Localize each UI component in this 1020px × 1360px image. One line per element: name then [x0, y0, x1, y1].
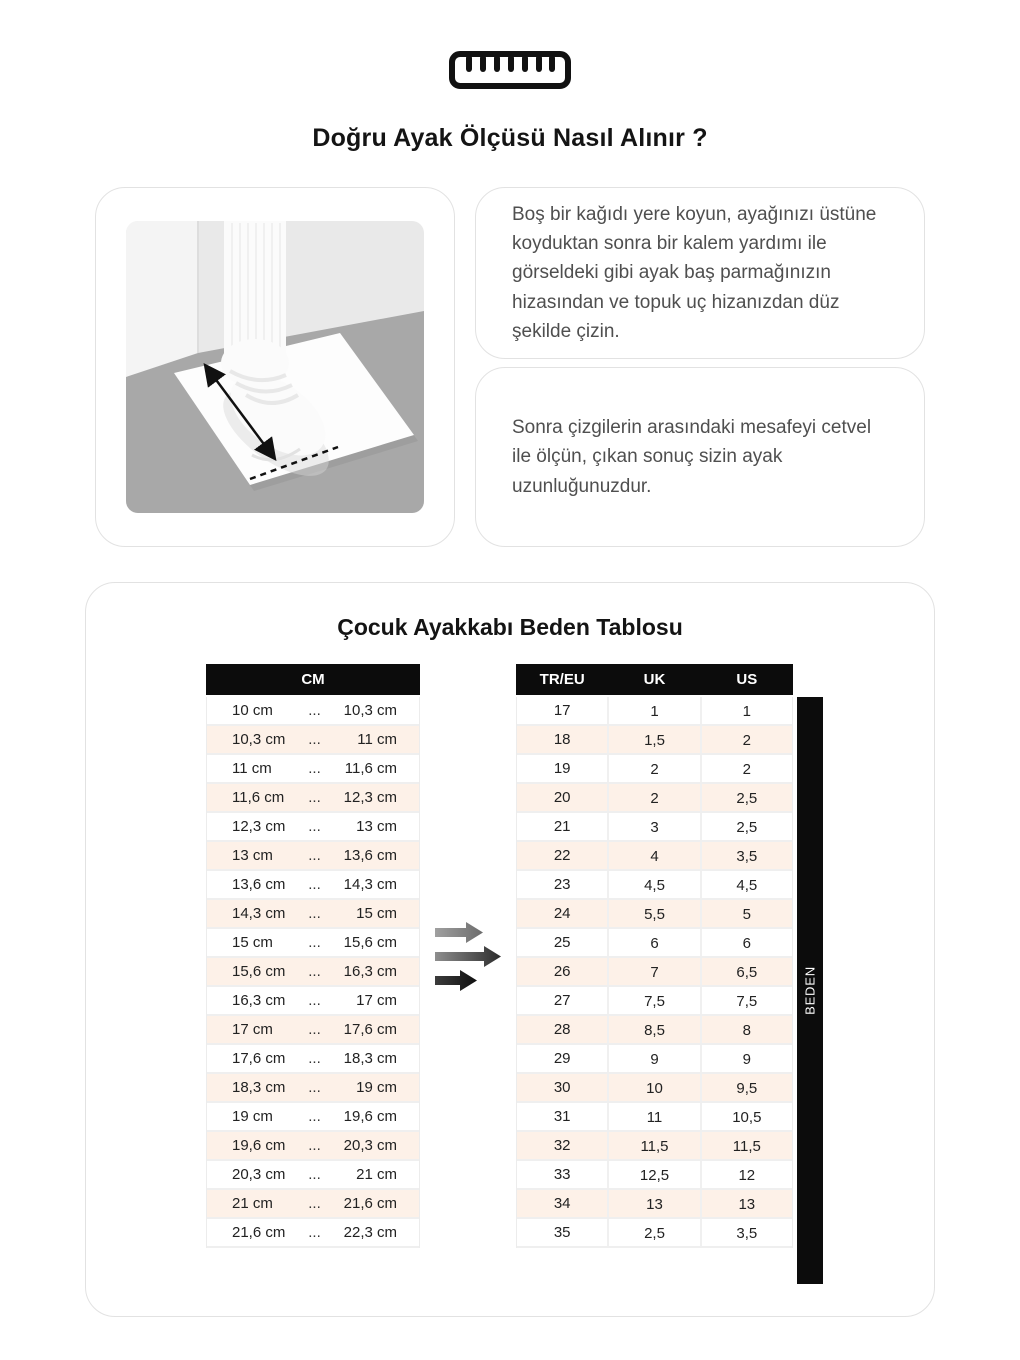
instruction-step-2-card	[475, 367, 925, 547]
size-us-value: 9	[700, 1045, 792, 1072]
size-uk-value: 4,5	[607, 871, 699, 898]
size-us-value: 5	[700, 900, 792, 927]
size-us-value: 6,5	[700, 958, 792, 985]
cm-table-row	[207, 900, 419, 929]
cm-table-row	[207, 871, 419, 900]
instruction-step-1-text: Boş bir kağıdı yere koyun, ayağınızı üstüne koyduktan sonra bir kalem yardımı ile görseldeki gibi ayak baş parmağınızın hizasından ve topuk uç hizanızdan düz şekilde çizin.	[512, 204, 877, 342]
cm-range-start: 15 cm	[232, 934, 273, 951]
size-table-row	[517, 1045, 792, 1074]
size-table-row	[517, 697, 792, 726]
cm-range-end: 13 cm	[356, 818, 397, 835]
size-table-row	[517, 900, 792, 929]
size-tr-eu-value: 24	[553, 905, 571, 922]
size-uk-value: 2,5	[607, 1219, 699, 1246]
cm-table-row	[207, 1045, 419, 1074]
instruction-step-1-card	[475, 187, 925, 359]
size-tr-eu-value: 20	[553, 789, 571, 806]
page-header	[0, 0, 1020, 153]
cm-range-start: 21,6 cm	[232, 1224, 286, 1241]
cm-range-separator: ...	[308, 847, 321, 864]
cm-range-separator: ...	[308, 876, 321, 893]
size-table-row	[517, 1016, 792, 1045]
cm-range-end: 22,3 cm	[343, 1224, 397, 1241]
cm-table-row	[207, 697, 419, 726]
cm-range-separator: ...	[308, 992, 321, 1009]
size-uk-value: 7	[607, 958, 699, 985]
size-table-row	[517, 1190, 792, 1219]
size-header-tr-eu: TR/EU	[539, 671, 585, 688]
cm-range-start: 10 cm	[232, 702, 273, 719]
size-table-row	[517, 1219, 792, 1248]
size-uk-value: 6	[607, 929, 699, 956]
size-table-row	[517, 842, 792, 871]
cm-range-end: 14,3 cm	[343, 876, 397, 893]
size-tr-eu-value: 23	[553, 876, 571, 893]
cm-range-separator: ...	[308, 760, 321, 777]
cm-range-start: 16,3 cm	[232, 992, 286, 1009]
size-table-row	[517, 726, 792, 755]
cm-range-separator: ...	[308, 1021, 321, 1038]
cm-range-end: 18,3 cm	[343, 1050, 397, 1067]
size-table-row	[517, 929, 792, 958]
content-column	[85, 187, 935, 1317]
size-tr-eu-value: 27	[553, 992, 571, 1009]
size-uk-value: 1,5	[607, 726, 699, 753]
instruction-text-column	[475, 187, 925, 547]
size-table-row	[517, 1103, 792, 1132]
cm-range-end: 19 cm	[356, 1079, 397, 1096]
cm-table-row	[207, 1132, 419, 1161]
measurement-photo-card	[95, 187, 455, 547]
cm-range-start: 11 cm	[232, 760, 272, 777]
cm-range-start: 13,6 cm	[232, 876, 286, 893]
cm-range-separator: ...	[308, 1166, 321, 1183]
size-table-row	[517, 1074, 792, 1103]
cm-table-header: CM	[206, 664, 420, 695]
cm-table-row	[207, 1016, 419, 1045]
size-table-card	[85, 582, 935, 1317]
size-us-value: 2,5	[700, 813, 792, 840]
size-tr-eu-value: 30	[553, 1079, 571, 1096]
cm-range-start: 15,6 cm	[232, 963, 286, 980]
cm-table-row	[207, 813, 419, 842]
size-tr-eu-value: 18	[553, 731, 571, 748]
cm-range-separator: ...	[308, 1137, 321, 1154]
cm-range-separator: ...	[308, 934, 321, 951]
size-uk-value: 11,5	[607, 1132, 699, 1159]
size-uk-value: 9	[607, 1045, 699, 1072]
cm-table-row	[207, 1219, 419, 1248]
size-tr-eu-value: 21	[553, 818, 571, 835]
cm-range-start: 11,6 cm	[232, 789, 285, 806]
cm-range-end: 16,3 cm	[343, 963, 397, 980]
instruction-step-2-text: Sonra çizgilerin arasındaki mesafeyi cetvel ile ölçün, çıkan sonuç sizin ayak uzunluğunuzdur.	[512, 417, 872, 497]
size-us-value: 2,5	[700, 784, 792, 811]
size-uk-value: 12,5	[607, 1161, 699, 1188]
cm-range-start: 10,3 cm	[232, 731, 286, 748]
instructions-section	[85, 187, 935, 547]
cm-range-end: 21 cm	[356, 1166, 397, 1183]
size-table	[516, 664, 793, 1248]
cm-table-row	[207, 726, 419, 755]
ruler-icon	[0, 50, 1020, 90]
cm-table-row	[207, 1103, 419, 1132]
cm-table-row	[207, 1190, 419, 1219]
cm-range-end: 15,6 cm	[343, 934, 397, 951]
size-us-value: 13	[700, 1190, 792, 1217]
cm-table-row	[207, 784, 419, 813]
cm-range-separator: ...	[308, 1050, 321, 1067]
size-us-value: 11,5	[700, 1132, 792, 1159]
size-tr-eu-value: 25	[553, 934, 571, 951]
cm-range-start: 18,3 cm	[232, 1079, 286, 1096]
cm-range-start: 20,3 cm	[232, 1166, 286, 1183]
cm-range-end: 17,6 cm	[343, 1021, 397, 1038]
cm-range-end: 21,6 cm	[343, 1195, 397, 1212]
cm-range-start: 17,6 cm	[232, 1050, 286, 1067]
foot-measurement-photo	[126, 221, 424, 513]
size-tr-eu-value: 33	[553, 1166, 571, 1183]
cm-range-end: 11,6 cm	[344, 760, 397, 777]
size-uk-value: 10	[607, 1074, 699, 1101]
cm-range-end: 11 cm	[357, 731, 397, 748]
size-uk-value: 8,5	[607, 1016, 699, 1043]
size-us-value: 1	[700, 697, 792, 724]
size-us-value: 2	[700, 755, 792, 782]
size-us-value: 3,5	[700, 842, 792, 869]
beden-side-bar	[797, 697, 823, 1284]
cm-range-start: 13 cm	[232, 847, 273, 864]
page-title: Doğru Ayak Ölçüsü Nasıl Alınır ?	[312, 124, 708, 152]
size-us-value: 3,5	[700, 1219, 792, 1246]
size-tr-eu-value: 35	[553, 1224, 571, 1241]
size-tr-eu-value: 31	[553, 1108, 571, 1125]
cm-table	[206, 664, 420, 1248]
cm-range-separator: ...	[308, 1224, 321, 1241]
cm-range-separator: ...	[308, 731, 321, 748]
size-header-us: US	[736, 671, 758, 688]
cm-range-separator: ...	[308, 1108, 321, 1125]
size-us-value: 12	[700, 1161, 792, 1188]
cm-range-separator: ...	[308, 1195, 321, 1212]
size-tr-eu-value: 19	[553, 760, 571, 777]
size-us-value: 10,5	[700, 1103, 792, 1130]
size-tr-eu-value: 29	[553, 1050, 571, 1067]
size-uk-value: 4	[607, 842, 699, 869]
cm-range-end: 12,3 cm	[343, 789, 397, 806]
size-tr-eu-value: 22	[553, 847, 571, 864]
cm-range-end: 17 cm	[356, 992, 397, 1009]
cm-table-row	[207, 929, 419, 958]
size-us-value: 7,5	[700, 987, 792, 1014]
cm-range-end: 20,3 cm	[343, 1137, 397, 1154]
cm-range-end: 10,3 cm	[343, 702, 397, 719]
size-uk-value: 5,5	[607, 900, 699, 927]
size-table-row	[517, 871, 792, 900]
cm-range-separator: ...	[308, 905, 321, 922]
cm-range-separator: ...	[308, 1079, 321, 1096]
size-table-row	[517, 755, 792, 784]
cm-table-row	[207, 1074, 419, 1103]
cm-table-row	[207, 1161, 419, 1190]
size-tr-eu-value: 32	[553, 1137, 571, 1154]
size-tr-eu-value: 17	[553, 702, 571, 719]
size-table-row	[517, 1132, 792, 1161]
size-uk-value: 3	[607, 813, 699, 840]
size-us-value: 4,5	[700, 871, 792, 898]
cm-range-start: 21 cm	[232, 1195, 273, 1212]
size-table-title: Çocuk Ayakkabı Beden Tablosu	[337, 614, 683, 640]
cm-range-start: 19,6 cm	[232, 1137, 286, 1154]
cm-table-row	[207, 755, 419, 784]
size-uk-value: 2	[607, 784, 699, 811]
size-header-uk: UK	[643, 671, 666, 688]
size-table-body	[516, 697, 793, 1248]
size-uk-value: 13	[607, 1190, 699, 1217]
cm-table-row	[207, 842, 419, 871]
size-table-row	[517, 784, 792, 813]
cm-range-end: 15 cm	[356, 905, 397, 922]
size-uk-value: 11	[607, 1103, 699, 1130]
size-table-row	[517, 813, 792, 842]
size-us-value: 6	[700, 929, 792, 956]
cm-range-separator: ...	[308, 818, 321, 835]
triple-right-arrows-icon	[420, 664, 516, 993]
cm-table-body	[206, 697, 420, 1248]
size-table-header	[516, 664, 793, 695]
cm-table-row	[207, 987, 419, 1016]
size-tables	[206, 664, 934, 1284]
cm-range-separator: ...	[308, 963, 321, 980]
size-uk-value: 1	[607, 697, 699, 724]
cm-range-start: 12,3 cm	[232, 818, 286, 835]
cm-table-row	[207, 958, 419, 987]
cm-range-end: 13,6 cm	[343, 847, 397, 864]
size-us-value: 8	[700, 1016, 792, 1043]
size-tr-eu-value: 28	[553, 1021, 571, 1038]
size-us-value: 9,5	[700, 1074, 792, 1101]
beden-side-label: BEDEN	[802, 966, 818, 1015]
cm-range-end: 19,6 cm	[343, 1108, 397, 1125]
size-us-value: 2	[700, 726, 792, 753]
cm-range-start: 14,3 cm	[232, 905, 286, 922]
size-tr-eu-value: 26	[553, 963, 571, 980]
size-uk-value: 2	[607, 755, 699, 782]
size-table-row	[517, 1161, 792, 1190]
size-uk-value: 7,5	[607, 987, 699, 1014]
cm-range-start: 17 cm	[232, 1021, 273, 1038]
cm-range-start: 19 cm	[232, 1108, 273, 1125]
size-tr-eu-value: 34	[553, 1195, 571, 1212]
cm-range-separator: ...	[308, 789, 321, 806]
cm-range-separator: ...	[308, 702, 321, 719]
